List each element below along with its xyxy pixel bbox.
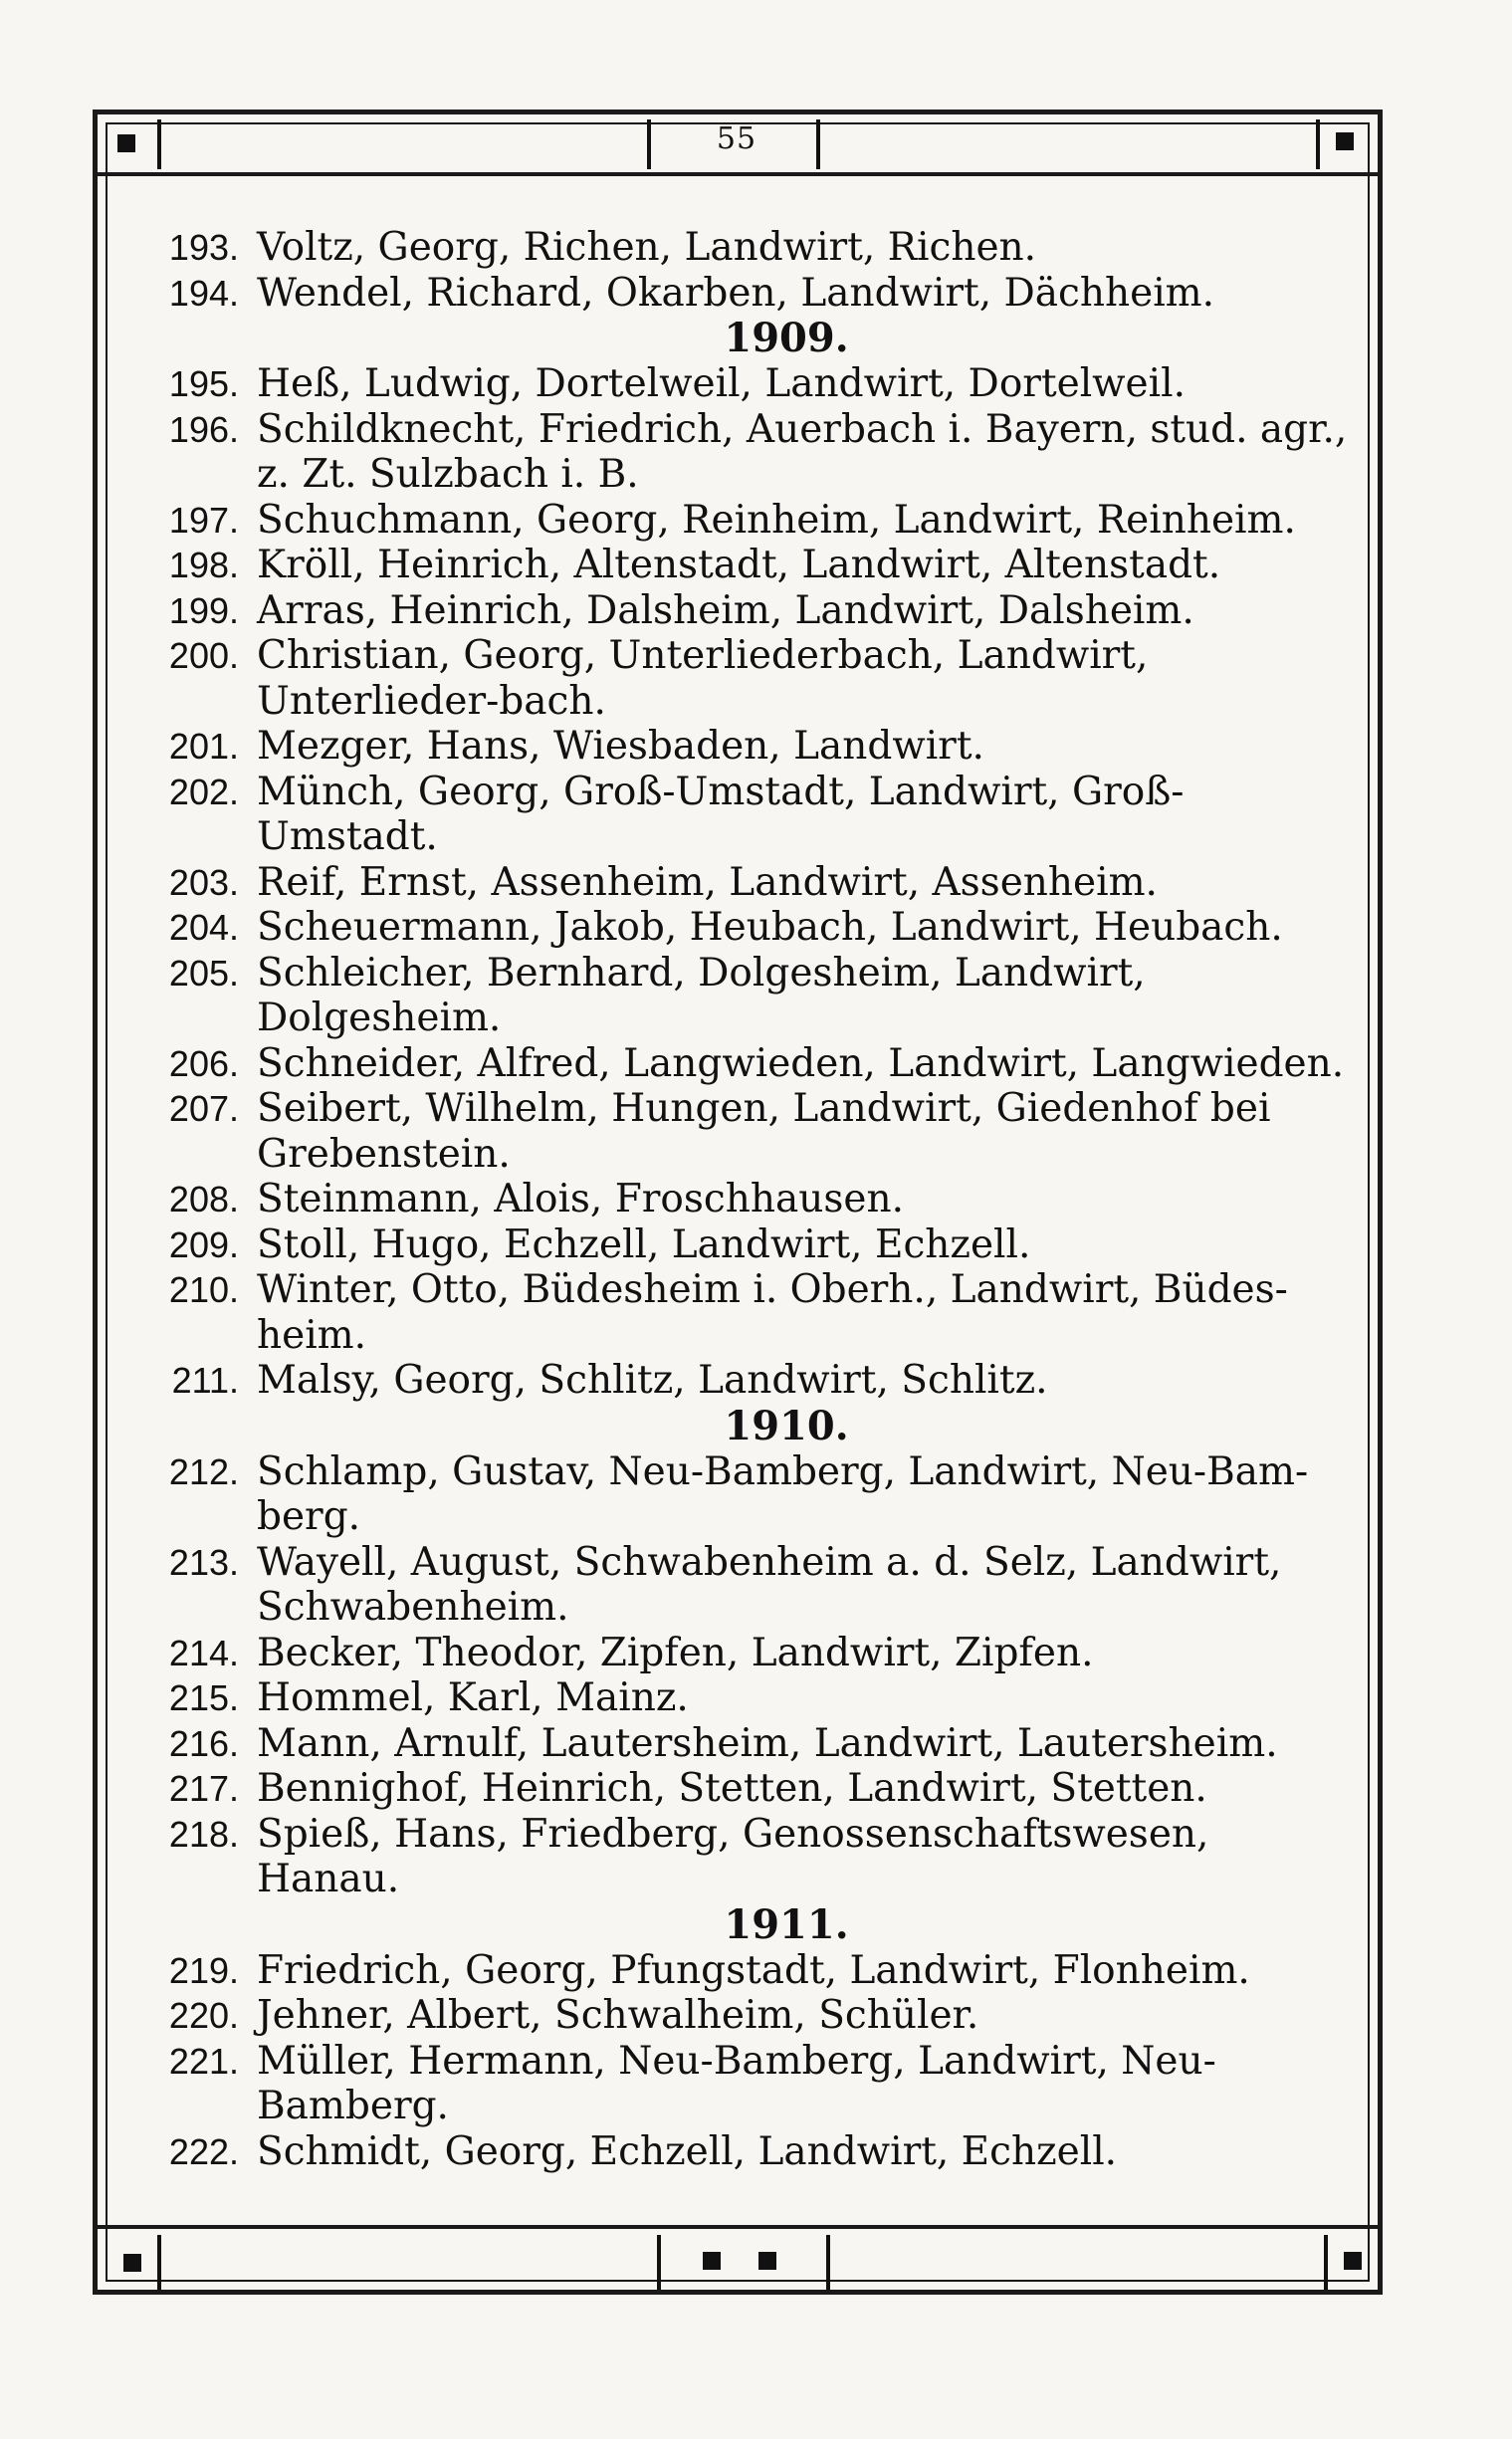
footer-rule (93, 2225, 1383, 2229)
list-item (139, 1675, 1354, 1721)
list-item (139, 1222, 1354, 1268)
entry-text: Schneider, Alfred, Langwieden, Landwirt, Langwieden. (257, 1040, 1345, 1086)
list-item (139, 951, 1354, 1041)
list-item (139, 1631, 1354, 1676)
ornament-bar (826, 2235, 830, 2290)
entry-text: Bennighof, Heinrich, Stetten, Landwirt, Stetten. (257, 1766, 1207, 1811)
entry-text: Wendel, Richard, Okarben, Landwirt, Dächheim. (257, 270, 1215, 316)
entry-text: Malsy, Georg, Schlitz, Landwirt, Schlitz. (257, 1358, 1048, 1403)
entry-text: Arras, Heinrich, Dalsheim, Landwirt, Dalsheim. (257, 587, 1194, 633)
list-item (139, 1812, 1354, 1902)
entry-number: 208. (168, 1179, 239, 1220)
list-item (139, 1721, 1354, 1767)
entry-number: 199. (168, 589, 239, 631)
entry-text: Wayell, August, Schwabenheim a. d. Selz, Landwirt, Schwabenheim. (257, 1539, 1282, 1630)
list-item (139, 1358, 1354, 1404)
list-item (139, 407, 1354, 498)
list-item (139, 633, 1354, 724)
entry-number: 207. (168, 1088, 239, 1129)
list-item (139, 724, 1354, 770)
list-item (139, 588, 1354, 634)
header-rule (93, 172, 1383, 176)
list-item (139, 1948, 1354, 1994)
entry-number: 197. (168, 499, 239, 541)
ornament-square (123, 2254, 141, 2272)
entry-number: 212. (168, 1450, 239, 1492)
entry-text: Heß, Ludwig, Dortelweil, Landwirt, Dortelweil. (257, 361, 1186, 406)
entry-text: Schlamp, Gustav, Neu-Bamberg, Landwirt, Neu-Bam-berg. (257, 1448, 1309, 1539)
entry-number: 205. (168, 952, 239, 994)
entry-text: Scheuermann, Jakob, Heubach, Landwirt, Heubach. (257, 905, 1283, 950)
list-item (139, 1540, 1354, 1631)
entry-text: Münch, Georg, Groß-Umstadt, Landwirt, Groß-Umstadt. (257, 769, 1185, 859)
entry-number: 198. (168, 545, 239, 585)
entry-number: 209. (168, 1223, 239, 1265)
entry-number: 206. (168, 1042, 239, 1084)
entry-number: 217. (168, 1768, 239, 1809)
list-item (139, 271, 1354, 317)
list-item (139, 1766, 1354, 1812)
ornament-square (1336, 132, 1354, 150)
entry-number: 218. (168, 1813, 239, 1855)
ornament-bar (157, 2235, 161, 2290)
entry-number: 220. (168, 1995, 239, 2036)
entry-text: Müller, Hermann, Neu-Bamberg, Landwirt, Neu-Bamberg. (257, 2038, 1216, 2128)
ornament-bar (1316, 119, 1320, 169)
ornament-square (1344, 2252, 1362, 2270)
list-item (139, 1449, 1354, 1540)
ornament-bar (816, 119, 820, 169)
entry-number: 211. (171, 1360, 239, 1401)
entry-text: Schleicher, Bernhard, Dolgesheim, Landwirt, Dolgesheim. (257, 950, 1146, 1040)
list-item (139, 1086, 1354, 1177)
ornament-square (703, 2252, 721, 2270)
entry-text: Reif, Ernst, Assenheim, Landwirt, Assenheim. (257, 859, 1158, 905)
entry-number: 221. (168, 2040, 239, 2082)
entry-text: Steinmann, Alois, Froschhausen. (257, 1177, 904, 1221)
page-number: 55 (716, 121, 757, 156)
year-heading: 1911. (724, 1900, 849, 1948)
list-item (139, 1177, 1354, 1222)
entry-number: 201. (168, 726, 239, 767)
entry-number: 215. (168, 1677, 239, 1718)
ornament-bar (657, 2235, 661, 2290)
entry-number: 204. (168, 907, 239, 948)
entry-text: Mezger, Hans, Wiesbaden, Landwirt. (257, 724, 984, 769)
list-item (139, 2039, 1354, 2129)
list-item (139, 543, 1354, 588)
list-item (139, 361, 1354, 407)
entry-number: 194. (168, 272, 239, 314)
entry-number: 202. (168, 771, 239, 812)
ornament-square (758, 2252, 776, 2270)
entry-text: Spieß, Hans, Friedberg, Genossenschaftswesen, Hanau. (257, 1811, 1209, 1901)
entry-number: 193. (168, 227, 239, 268)
entry-number: 196. (168, 408, 239, 450)
ornament-bar (647, 119, 651, 169)
entry-number: 210. (168, 1269, 239, 1310)
entry-number: 213. (168, 1541, 239, 1583)
entry-number: 200. (168, 635, 239, 676)
entry-number: 216. (168, 1722, 239, 1764)
list-item (139, 860, 1354, 906)
list-item (139, 498, 1354, 544)
entry-text: Jehner, Albert, Schwalheim, Schüler. (257, 1993, 979, 2038)
year-heading: 1909. (724, 315, 849, 361)
list-item (139, 1041, 1354, 1087)
entry-text: Voltz, Georg, Richen, Landwirt, Richen. (257, 225, 1037, 270)
entry-text: Friedrich, Georg, Pfungstadt, Landwirt, Flonheim. (257, 1947, 1250, 1993)
entry-text: Winter, Otto, Büdesheim i. Oberh., Landwirt, Büdes-heim. (257, 1267, 1288, 1358)
entry-text: Schildknecht, Friedrich, Auerbach i. Bayern, stud. agr., z. Zt. Sulzbach i. B. (257, 406, 1348, 497)
register-list (139, 225, 1354, 2174)
list-item (139, 1267, 1354, 1358)
list-item (139, 1993, 1354, 2039)
entry-text: Seibert, Wilhelm, Hungen, Landwirt, Giedenhof bei Grebenstein. (257, 1086, 1271, 1177)
entry-number: 214. (168, 1632, 239, 1673)
entry-text: Schuchmann, Georg, Reinheim, Landwirt, Reinheim. (257, 497, 1296, 543)
list-item (139, 225, 1354, 271)
entry-text: Christian, Georg, Unterliederbach, Landwirt, Unterlieder-bach. (257, 633, 1149, 724)
entry-text: Mann, Arnulf, Lautersheim, Landwirt, Lautersheim. (257, 1720, 1278, 1766)
entry-number: 222. (168, 2130, 239, 2172)
entry-text: Hommel, Karl, Mainz. (257, 1675, 689, 1720)
entry-text: Stoll, Hugo, Echzell, Landwirt, Echzell. (257, 1221, 1031, 1267)
entry-text: Schmidt, Georg, Echzell, Landwirt, Echzell. (257, 2128, 1118, 2174)
ornament-bar (157, 119, 161, 169)
year-heading: 1910. (724, 1402, 849, 1449)
ornament-bar (1324, 2235, 1328, 2290)
ornament-square (117, 134, 135, 152)
entry-text: Kröll, Heinrich, Altenstadt, Landwirt, Altenstadt. (257, 543, 1221, 587)
entry-number: 195. (168, 363, 239, 404)
list-item (139, 2129, 1354, 2175)
entry-number: 203. (168, 861, 239, 903)
list-item (139, 905, 1354, 951)
entry-number: 219. (168, 1949, 239, 1991)
entry-text: Becker, Theodor, Zipfen, Landwirt, Zipfen. (257, 1630, 1094, 1675)
list-item (139, 770, 1354, 860)
